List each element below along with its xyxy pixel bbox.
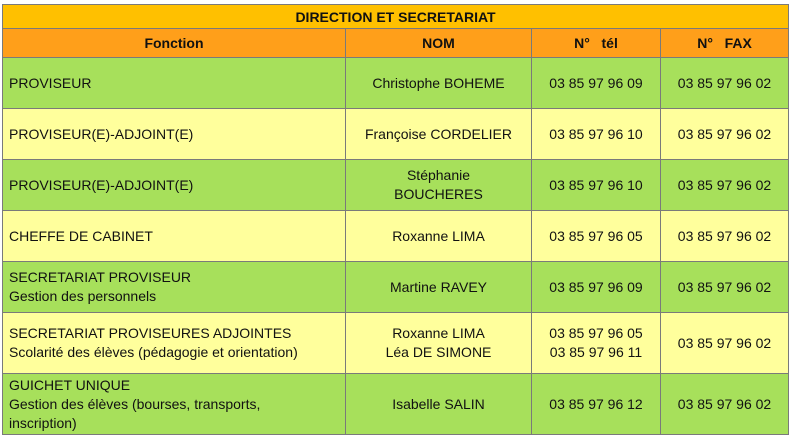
- cell-fonction: [3, 374, 346, 435]
- fonction-line: Gestion des élèves (bourses, transports,: [9, 395, 261, 412]
- table-row: [3, 262, 789, 313]
- table-row: [3, 313, 789, 374]
- header-fax: N° FAX: [661, 29, 789, 58]
- nom-line: Léa DE SIMONE: [385, 344, 492, 360]
- cell-fax: 03 85 97 96 02: [661, 211, 789, 262]
- tel-line: 03 85 97 96 10: [549, 176, 643, 193]
- cell-nom: [346, 109, 532, 160]
- cell-tel: [532, 262, 661, 313]
- cell-nom: [346, 58, 532, 109]
- cell-nom: [346, 262, 532, 313]
- cell-fonction: [3, 58, 346, 109]
- fonction-line: SECRETARIAT PROVISEURES ADJOINTES: [9, 325, 292, 341]
- cell-fonction: [3, 211, 346, 262]
- cell-tel: [532, 109, 661, 160]
- cell-fax: 03 85 97 96 02: [661, 160, 789, 211]
- tel-line: 03 85 97 96 10: [549, 125, 643, 142]
- direction-table: [2, 4, 789, 435]
- tel-line: 03 85 97 96 05: [549, 227, 643, 244]
- table-row: [3, 374, 789, 435]
- nom-line: Isabelle SALIN: [392, 395, 485, 412]
- tel-line: 03 85 97 96 12: [549, 395, 643, 412]
- cell-nom: [346, 211, 532, 262]
- table-row: [3, 211, 789, 262]
- cell-fax: 03 85 97 96 02: [661, 109, 789, 160]
- fonction-line: PROVISEUR(E)-ADJOINT(E): [9, 125, 194, 142]
- cell-fonction: [3, 262, 346, 313]
- cell-tel: [532, 58, 661, 109]
- table-row: [3, 160, 789, 211]
- nom-line: Roxanne LIMA: [392, 227, 485, 244]
- cell-tel: [532, 374, 661, 435]
- nom-line: BOUCHERES: [394, 186, 483, 202]
- cell-fonction: [3, 160, 346, 211]
- fonction-line: CHEFFE DE CABINET: [9, 227, 153, 244]
- cell-fax: 03 85 97 96 02: [661, 374, 789, 435]
- fonction-line: GUICHET UNIQUE: [9, 376, 131, 393]
- nom-line: Martine RAVEY: [390, 278, 487, 295]
- fonction-line: PROVISEUR: [9, 74, 92, 91]
- fonction-line: inscription): [9, 414, 77, 431]
- header-tel: N° tél: [532, 29, 661, 58]
- cell-fonction: [3, 109, 346, 160]
- header-nom: NOM: [346, 29, 532, 58]
- nom-line: Christophe BOHEME: [372, 74, 505, 91]
- nom-line: Françoise CORDELIER: [364, 125, 513, 142]
- nom-line: Stéphanie: [406, 167, 471, 183]
- cell-fax: 03 85 97 96 02: [661, 58, 789, 109]
- tel-line: 03 85 97 96 05: [549, 325, 643, 341]
- cell-fonction: [3, 313, 346, 374]
- fonction-line: PROVISEUR(E)-ADJOINT(E): [9, 176, 194, 193]
- table-title: DIRECTION ET SECRETARIAT: [3, 5, 789, 29]
- header-fonction: Fonction: [3, 29, 346, 58]
- fonction-line: Scolarité des élèves (pédagogie et orientation): [9, 344, 298, 360]
- fonction-line: Gestion des personnels: [9, 288, 157, 304]
- cell-fax: 03 85 97 96 02: [661, 262, 789, 313]
- tel-line: 03 85 97 96 11: [549, 344, 643, 360]
- table-row: [3, 109, 789, 160]
- cell-tel: [532, 211, 661, 262]
- cell-nom: [346, 313, 532, 374]
- table-row: [3, 58, 789, 109]
- tel-line: 03 85 97 96 09: [549, 74, 643, 91]
- cell-nom: [346, 160, 532, 211]
- tel-line: 03 85 97 96 09: [549, 278, 643, 295]
- cell-tel: [532, 160, 661, 211]
- fonction-line: SECRETARIAT PROVISEUR: [9, 269, 192, 285]
- cell-nom: [346, 374, 532, 435]
- nom-line: Roxanne LIMA: [392, 325, 485, 341]
- cell-tel: [532, 313, 661, 374]
- cell-fax: 03 85 97 96 02: [661, 313, 789, 374]
